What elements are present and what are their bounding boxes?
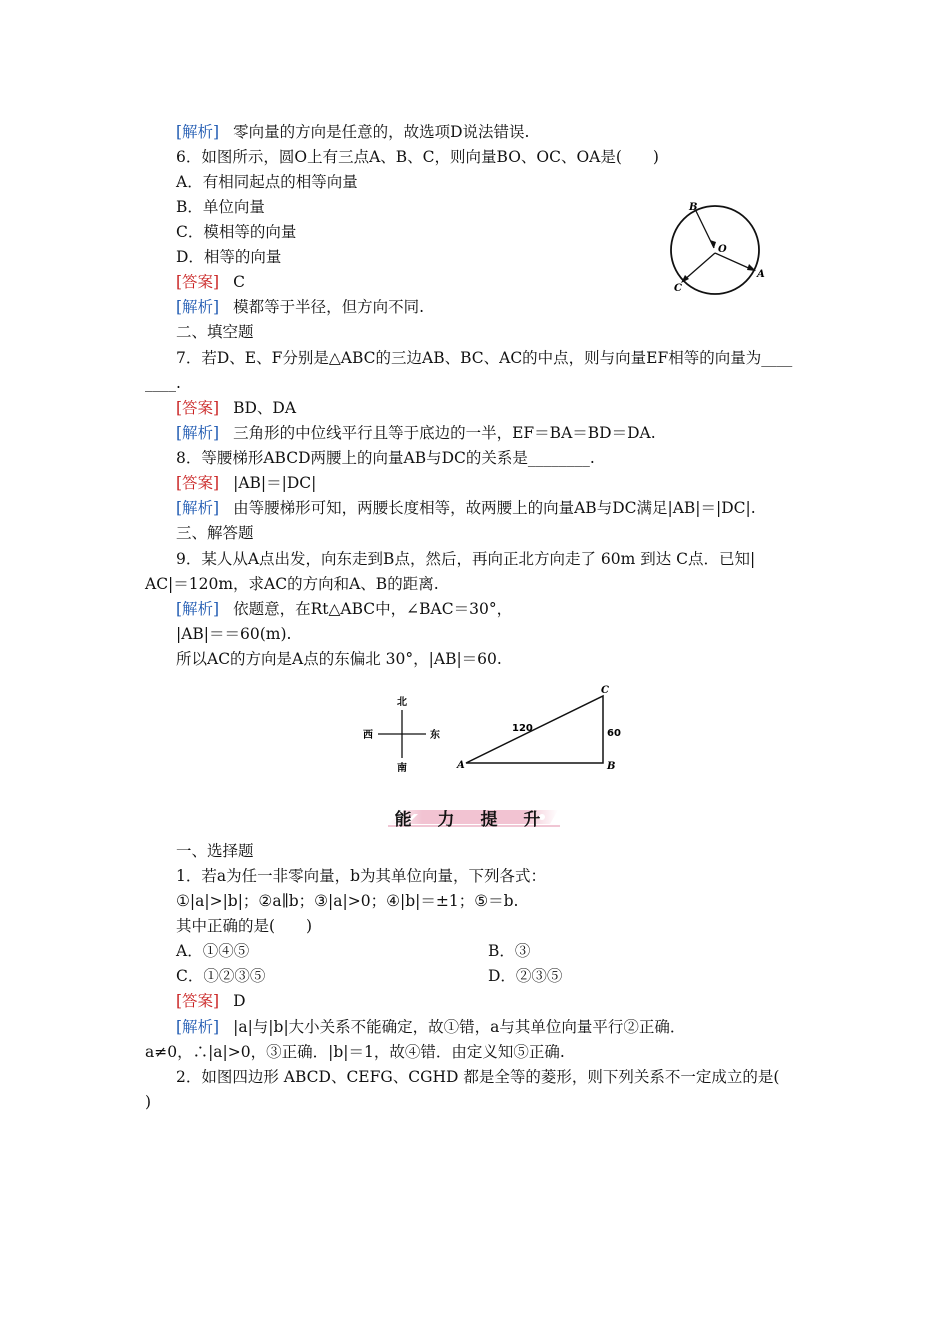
analysis-text: 模都等于半径，但方向不同. — [233, 298, 425, 316]
answer-tag: [答案] — [176, 474, 220, 492]
options-row-2 — [176, 966, 265, 986]
option-a: A．①④⑤ — [176, 942, 250, 960]
answer-line-7 — [176, 398, 296, 418]
label-a: A — [457, 760, 465, 771]
compass-north: 北 — [397, 697, 407, 708]
compass-east: 东 — [430, 730, 440, 741]
question-1-prompt: 其中正确的是( ) — [176, 917, 313, 935]
question-7: 7．若D、E、F分别是△ABC的三边AB、BC、AC的中点，则与向量EF相等的向量为____ — [176, 349, 793, 367]
analysis-line-1b — [176, 1017, 685, 1037]
answer-text: C — [233, 273, 245, 291]
option-c: C．模相等的向量 — [176, 223, 297, 241]
triangle-outline — [466, 696, 603, 763]
vector-oc — [683, 253, 715, 281]
question-7-cont: ____. — [145, 374, 181, 392]
analysis-text: 三角形的中位线平行且等于底边的一半，EF＝BA＝BD＝DA. — [233, 424, 656, 442]
banner-title: 能 力 提 升 — [394, 809, 551, 830]
option-b: B．③ — [488, 942, 531, 960]
analysis-tag: [解析] — [176, 298, 220, 316]
answer-tag: [答案] — [176, 399, 220, 417]
option-b: B．单位向量 — [176, 198, 265, 216]
answer-line-8 — [176, 473, 316, 493]
section-solve: 三、解答题 — [176, 524, 254, 542]
option-d: D．②③⑤ — [488, 967, 563, 985]
question-2-cont: ) — [145, 1093, 152, 1111]
label-o: O — [718, 244, 727, 255]
analysis-line-9 — [176, 599, 512, 619]
analysis-tag: [解析] — [176, 499, 220, 517]
question-8: 8．等腰梯形ABCD两腰上的向量AB与DC的关系是________. — [176, 449, 595, 467]
analysis-tag: [解析] — [176, 123, 220, 141]
answer-text: BD、DA — [233, 399, 297, 417]
compass-west: 西 — [363, 730, 373, 741]
analysis-text: 由等腰梯形可知，两腰长度相等，故两腰上的向量AB与DC满足|AB|＝|DC|. — [233, 499, 756, 517]
question-9: 9．某人从A点出发，向东走到B点，然后，再向正北方向走了 60m 到达 C点．已知| — [176, 550, 756, 568]
label-b: B — [689, 202, 698, 213]
options-row-1 — [176, 941, 249, 961]
analysis-tag: [解析] — [176, 600, 220, 618]
answer-text: D — [233, 992, 246, 1010]
section-banner — [380, 802, 565, 832]
option-a: A．有相同起点的相等向量 — [176, 173, 358, 191]
answer-line-1 — [176, 991, 246, 1011]
label-c: C — [601, 685, 609, 696]
section-choice: 一、选择题 — [176, 842, 254, 860]
label-b: B — [607, 761, 616, 772]
analysis-line-7 — [176, 423, 656, 443]
question-9-cont: AC|＝120m，求AC的方向和A、B的距离. — [145, 575, 439, 593]
answer-tag: [答案] — [176, 992, 220, 1010]
analysis-line-1 — [176, 122, 529, 142]
vector-oa — [715, 253, 753, 270]
option-d: D．相等的向量 — [176, 248, 282, 266]
triangle-figure — [452, 682, 630, 774]
answer-line-6 — [176, 272, 245, 292]
analysis-tag: [解析] — [176, 1018, 220, 1036]
analysis-text: 依题意，在Rt△ABC中，∠BAC＝30°， — [233, 600, 513, 618]
label-side: 60 — [607, 728, 621, 739]
compass-south: 南 — [397, 763, 407, 774]
section-fill-blank: 二、填空题 — [176, 323, 254, 341]
question-6: 6．如图所示，圆O上有三点A、B、C，则向量BO、OC、OA是( ) — [176, 148, 659, 166]
answer-tag: [答案] — [176, 273, 220, 291]
analysis-tag: [解析] — [176, 424, 220, 442]
analysis-line-8 — [176, 498, 756, 518]
analysis-9-conclusion: 所以AC的方向是A点的东偏北 30°，|AB|＝60. — [176, 650, 502, 668]
label-c: C — [674, 283, 682, 294]
analysis-text: 零向量的方向是任意的，故选项D说法错误. — [233, 123, 530, 141]
analysis-line-6 — [176, 297, 424, 317]
question-2: 2．如图四边形 ABCD、CEFG、CGHD 都是全等的菱形，则下列关系不一定成立的是( — [176, 1068, 780, 1086]
analysis-9-step: |AB|＝＝60(m). — [176, 625, 292, 643]
analysis-1b-cont: a≠0，∴|a|>0，③正确．|b|＝1，故④错．由定义知⑤正确. — [145, 1043, 565, 1061]
question-1-items: ①|a|>|b|；②a∥b；③|a|>0；④|b|＝±1；⑤＝b. — [176, 892, 519, 910]
label-hypotenuse: 120 — [512, 723, 533, 734]
analysis-text: |a|与|b|大小关系不能确定，故①错，a与其单位向量平行②正确． — [233, 1018, 686, 1036]
compass-figure — [356, 690, 446, 776]
label-a: A — [757, 269, 765, 280]
option-c: C．①②③⑤ — [176, 967, 266, 985]
question-1: 1．若a为任一非零向量，b为其单位向量，下列各式： — [176, 867, 547, 885]
answer-text: |AB|＝|DC| — [233, 474, 317, 492]
circle-figure — [660, 198, 772, 298]
